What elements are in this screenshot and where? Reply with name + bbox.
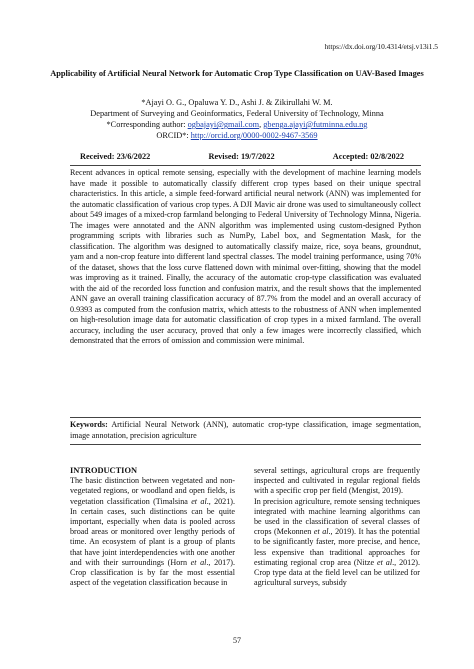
corresponding-label: *Corresponding author: (106, 120, 188, 129)
email-link-2[interactable]: gbenga.ajayi@futminna.edu.ng (263, 120, 368, 129)
accepted-date: Accepted: 02/8/2022 (332, 152, 404, 161)
keywords-label: Keywords: (70, 420, 108, 429)
intro-right-paragraph-1: several settings, agricultural crops are frequently inspected and cultivated in regular regional fields with a specific crop per field (Mengist, 2019). (254, 466, 420, 496)
dates-row (80, 152, 404, 161)
author-affiliation: Department of Surveying and Geoinformatics, Federal University of Technology, Minna (90, 109, 384, 118)
email-separator: , (259, 120, 264, 129)
intro-heading: INTRODUCTION (70, 466, 138, 475)
abstract-top-rule (70, 165, 421, 166)
author-block (30, 97, 444, 141)
italic-run: et al (191, 496, 207, 506)
intro-right-column (254, 466, 420, 588)
doi-link[interactable]: https://dx.doi.org/10.4314/etsj.v13i1.5 (324, 42, 438, 51)
orcid-label: ORCID*: (156, 131, 191, 140)
intro-left-column (70, 466, 235, 588)
italic-run: et al (313, 527, 329, 537)
italic-run: et al (377, 557, 393, 567)
intro-right-paragraph-2: In precision agriculture, remote sensing techniques integrated with machine learning algorithms can be used in the classification of several classes of crops (Mekonnen et al., 2019). It has the potential to be significantly faster, more precise, and hence, less expensive than traditional approaches for estimating regional crop area (Nitze et al., 2012). Crop type data at the field level can be utilized for agricultural surveys, subsidy (254, 496, 420, 588)
orcid-line (30, 130, 444, 141)
orcid-link[interactable]: http://orcid.org/0000-0002-9467-3569 (190, 131, 318, 140)
email-link-1[interactable]: ogbajayi@gmail.com (187, 120, 260, 129)
author-names: *Ajayi O. G., Opaluwa Y. D., Ashi J. & Zikirullahi W. M. (141, 98, 333, 107)
page-number: 57 (233, 636, 241, 645)
keywords-text: Artificial Neural Network (ANN), automatic crop-type classification, image segmentation, image annotation, precision agriculture (70, 420, 421, 440)
corresponding-author (30, 119, 444, 130)
received-date: Received: 23/6/2022 (80, 152, 151, 161)
intro-left-paragraph: The basic distinction between vegetated and non-vegetated regions, or woodland and open fields, is vegetation classification (Timalsina et al., 2021). In certain cases, such distinctions can be quite important, especially when data is pooled across broad areas or monitored over lengthy periods of time. An ecosystem of plant is a group of plants that have joint interdependencies with one another and with their surroundings (Horn et al., 2017). Crop classification is by far the most essential aspect of the vegetation classification because in (70, 476, 235, 588)
keywords-top-rule (70, 417, 421, 418)
italic-run: et al (190, 557, 207, 567)
keywords (70, 420, 421, 441)
abstract-text: Recent advances in optical remote sensing, especially with the development of machine learning models have made it possible to automatically classify different crop types based on their unique spectral characteristics. In this article, a simple feed-forward artificial neural network (ANN) was implemented for the automatic classification of various crop types. A DJI Mavic air drone was used to simultaneously collect about 549 images of a mixed-crop farmland belonging to Federal University of Technology Minna, Nigeria. The images were annotated and the ANN algorithm was implemented using custom-designed Python programming scripts with libraries such as NumPy, Label box, and Segmentation Mask, for the classification. The algorithm was designed to automatically classify maize, rice, soya beans, groundnut, yam and a non-crop feature into different land spectral classes. The model training performance, using 70% of the dataset, shows that the loss curve flattened down with minimal over-fitting, showing that the model was improving as it trained. Finally, the accuracy of the automatic crop-type classification was evaluated with the aid of the recorded loss function and confusion matrix, and the result shows that the implemented ANN gave an overall training classification accuracy of 87.7% from the model and an overall accuracy of 0.9393 as computed from the confusion matrix, which attests to the robustness of ANN when implemented on high-resolution image data for automatic classification of crop types in a mixed farmland. The overall accuracy, including the user accuracy, proved that only a few images were incorrectly classified, which demonstrated that the errors of omission and commission were minimal. (70, 168, 421, 345)
paper-title: Applicability of Artificial Neural Network for Automatic Crop Type Classification on UAV-Based Images (50, 69, 424, 78)
keywords-bottom-rule (70, 444, 421, 445)
revised-date: Revised: 19/7/2022 (208, 152, 275, 161)
